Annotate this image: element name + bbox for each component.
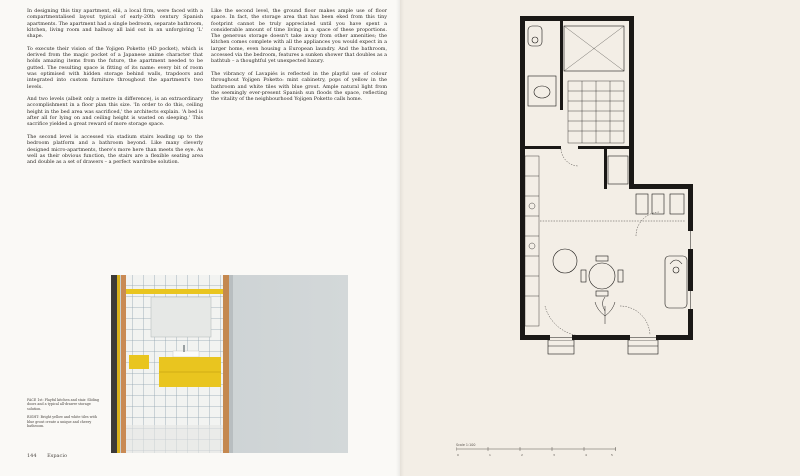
caption-line: FACE 1st: Playful kitchen and stair. Sliding doors and a typical all-drawer storage solution. [27,398,100,411]
scale-tick-label: 4 [585,453,587,457]
bathroom-photo [111,275,348,453]
scale-tick-label: 5 [611,453,613,457]
photo-caption [27,398,99,432]
paragraph: To execute their vision of the Yojigen Poketto (4D pocket), which is derived from the magic pocket of a Japanese anime character that holds amazing items from the future, the apartment needed to be gutted. The resulting space is fitting of its name: every bit of room was optimised with hidden storage behind walls, trapdoors and integrated into custom furniture throughout the apartment's two levels. [27,45,203,90]
scale-tick-label: 3 [553,453,555,457]
paragraph: The vibrancy of Lavapiés is reflected in the playful use of colour throughout Yojigen Poketto: mint cabinetry, pops of yellow in the bathroom and white tiles with blue grout. Ample natural light from the seemingly ever-present Spanish sun floods the space, reflecting the vitality of the neighbourhood Yojigen Poketto calls home. [211,70,387,103]
paragraph: And two levels (albeit only a metre in difference), is an extraordinary accomplishment in a floor plan this size. 'In order to do this, ceiling height in the bed area was sacrificed,' the architects explain. 'A bed is after all for lying on and ceiling height is wasted on sleeping.' This sacrifice yielded a great reward of more storage space. [27,96,203,128]
scale-tick-label: 2 [521,453,523,457]
text-column-1 [27,8,203,172]
page-folio [27,453,67,459]
scale-bar [456,443,616,457]
text-column-2 [211,8,387,109]
paragraph: Like the second level, the ground floor makes ample use of floor space. In fact, the storage area that has been eked from this tiny footprint cannot be truly appreciated until you have spent a considerable amount of time living in a space of these proportions. The generous storage doesn't take away from other amenities; the kitchen comes complete with all the appliances you would expect in a larger home, even housing a European laundry. And the bathroom, accessed via the bedroom, features a sunken shower that doubles as a bathtub – a thoughtful yet unexpected luxury. [211,8,387,65]
caption-line: RIGHT: Bright yellow and white tiles with blue grout create a unique and cheery bathroom. [27,415,97,429]
paragraph: In designing this tiny apartment, elii, a local firm, were faced with a compartmentalised layout typical of early-20th century Spanish apartments. The apartment had a single bedroom, separate bathroom, kitchen, living room and hallway all laid out in an unforgiving 'L' shape. [27,8,203,40]
scale-label: Scale 1:100 [456,443,476,447]
paragraph: The second level is accessed via stadium stairs leading up to the bedroom platform and a bathroom beyond. Like many cleverly designed micro-apartments, there's more here than meets the eye. As well as their obvious function, the stairs are a flexible seating area and double as a set of drawers – a perfect wardrobe solution. [27,133,203,166]
page-number: 144 [27,453,37,459]
scale-tick-label: 0 [457,453,459,457]
book-gutter [396,0,404,476]
scale-tick-label: 1 [489,453,491,457]
section-name: Espacio [47,453,67,459]
floor-plan-drawing [520,6,720,372]
